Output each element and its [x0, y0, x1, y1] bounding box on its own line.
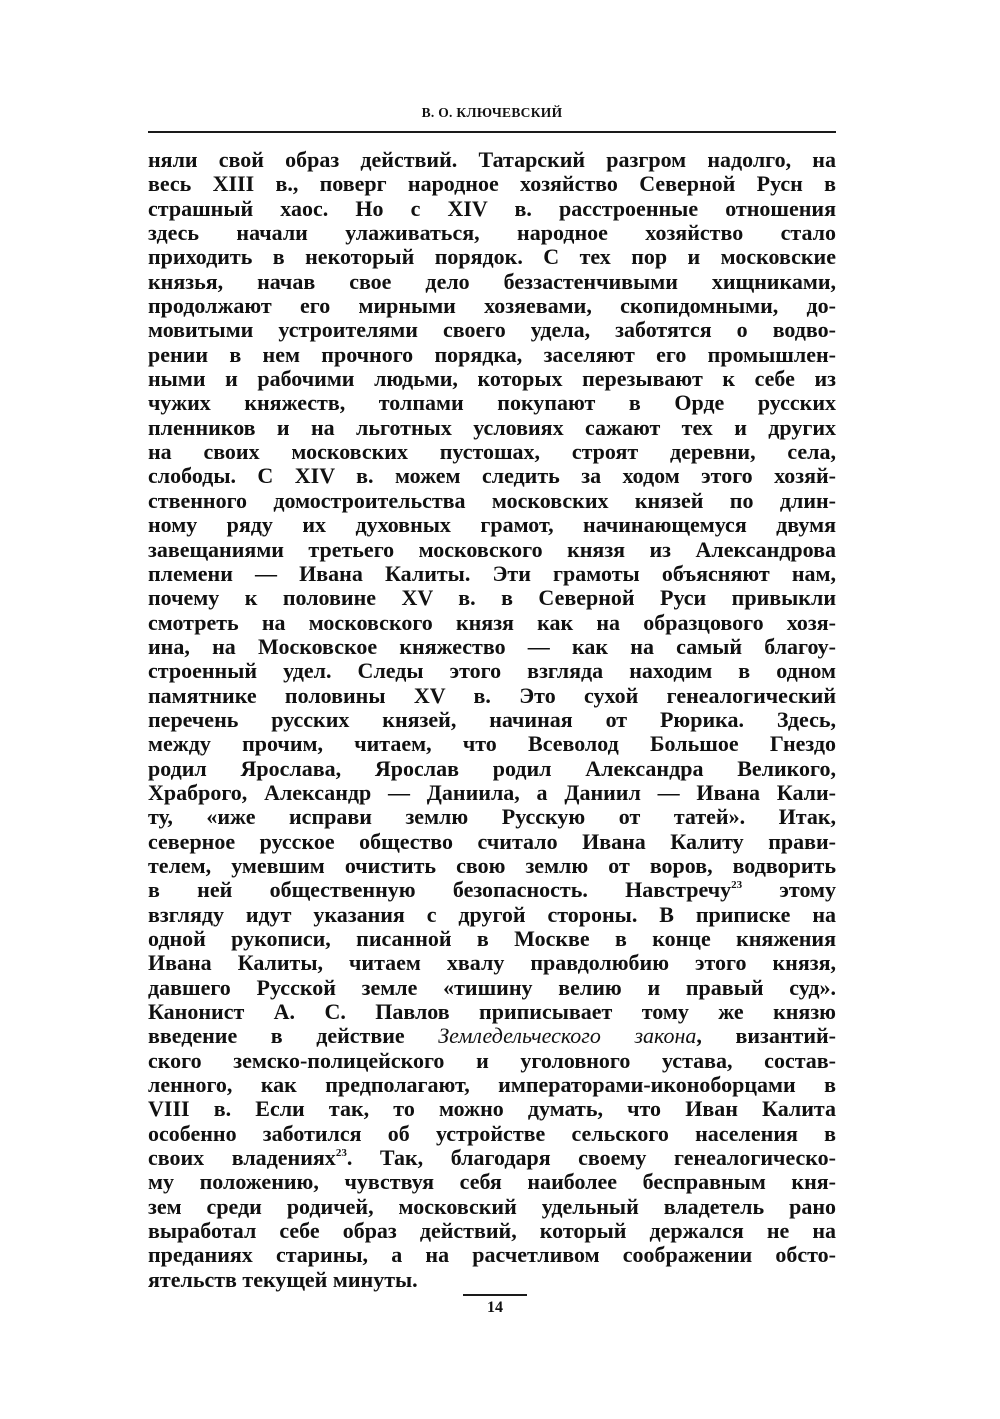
- page-number-rule: [463, 1294, 527, 1296]
- text-line: [148, 951, 836, 975]
- text-line: [148, 1073, 836, 1097]
- line-text: на своих московских пустошах, строят деревни, села,: [148, 439, 836, 465]
- line-text: няли свой образ действий. Татарский разгром надолго, на: [148, 147, 836, 172]
- line-text: чужих княжеств, толпами покупают в Орде русских: [148, 390, 836, 416]
- line-text: ина, на Московское княжество — как на самый благоу-: [148, 633, 836, 659]
- text-line: [148, 416, 836, 440]
- line-text: взгляду идут указания с другой стороны. В приписке на: [148, 901, 836, 927]
- text-line: [148, 1024, 836, 1048]
- text-line: [148, 684, 836, 708]
- line-text: давшего Русской земле «тишину велию и правый суд».: [148, 974, 836, 1000]
- text-line: [148, 1219, 836, 1243]
- text-line: [148, 197, 836, 221]
- text-line: [148, 927, 836, 951]
- text-line: [148, 830, 836, 854]
- line-text: северное русское общество считало Ивана Калиту прави-: [148, 828, 836, 854]
- text-line: [148, 562, 836, 586]
- text-line: [148, 148, 836, 172]
- text-line: [148, 440, 836, 464]
- text-line: [148, 1243, 836, 1267]
- line-text: мовитыми устроителями своего удела, заботятся о водво-: [148, 317, 836, 343]
- line-text: ленного, как предполагают, императорами-иконоборцами в: [148, 1072, 836, 1098]
- text-line: [148, 1170, 836, 1194]
- line-text: этому: [742, 877, 837, 903]
- line-text: своих владениях: [148, 1145, 336, 1171]
- text-line: [148, 489, 836, 513]
- line-text: родил Ярослава, Ярослав родил Александра Великого,: [148, 755, 836, 781]
- line-text: завещаниями третьего московского князя из Александрова: [148, 536, 836, 562]
- header-rule: [148, 131, 836, 133]
- italic-term: Земледельческого закона: [438, 1023, 697, 1049]
- line-text: ными и рабочими людьми, которых перезывают к себе из: [148, 366, 836, 392]
- text-line: [148, 781, 836, 805]
- text-line: [148, 1146, 836, 1170]
- line-text: му положению, чувствуя себя наиболее бесправным кня-: [148, 1169, 836, 1195]
- line-text: смотреть на московского князя как на образцового хозя-: [148, 609, 836, 635]
- line-text: слободы. С XIV в. можем следить за ходом этого хозяй-: [148, 463, 836, 489]
- line-text: ственного домостроительства московских князей по длин-: [148, 487, 836, 513]
- line-text: строенный удел. Следы этого взгляда находим в одном: [148, 658, 836, 684]
- line-text: ского земско-полицейского и уголовного устава, состав-: [148, 1047, 836, 1073]
- line-text: пленников и на льготных условиях сажают тех и других: [148, 414, 836, 440]
- footnote-reference[interactable]: 23: [731, 879, 743, 892]
- line-text: почему к половине XV в. в Северной Руси привыкли: [148, 585, 836, 611]
- text-line: [148, 464, 836, 488]
- line-text: преданиях старины, а на расчетливом соображении обсто-: [148, 1242, 836, 1268]
- line-text: перечень русских князей, начиная от Рюрика. Здесь,: [148, 706, 836, 732]
- text-line: [148, 318, 836, 342]
- text-line: [148, 757, 836, 781]
- text-line: [148, 270, 836, 294]
- text-line: [148, 976, 836, 1000]
- text-line: [148, 538, 836, 562]
- text-line: [148, 611, 836, 635]
- text-line: [148, 1049, 836, 1073]
- text-line: [148, 391, 836, 415]
- text-line: [148, 659, 836, 683]
- line-text: , византий-: [696, 1023, 836, 1049]
- text-line: [148, 854, 836, 878]
- line-text: Канонист А. С. Павлов приписывает тому же князю: [148, 999, 836, 1025]
- text-line: [148, 1195, 836, 1219]
- line-text: ному ряду их духовных грамот, начинающемуся двумя: [148, 512, 836, 538]
- line-text: ту, «иже исправи землю Русскую от татей». Итак,: [148, 804, 836, 830]
- line-text: здесь начали улаживаться, народное хозяйство стало: [148, 220, 836, 246]
- line-text: в ней общественную безопасность. Навстречу: [148, 877, 732, 903]
- text-line: [148, 805, 836, 829]
- line-text: Храброго, Александр — Даниила, а Даниил — Ивана Кали-: [148, 779, 836, 805]
- text-line: [148, 1097, 836, 1121]
- footnote-reference[interactable]: 23: [335, 1147, 347, 1160]
- text-line: [148, 1000, 836, 1024]
- text-line: [148, 343, 836, 367]
- line-text: страшный хаос. Но с XIV в. расстроенные отношения: [148, 195, 836, 221]
- running-head-author: В. О. КЛЮЧЕВСКИЙ: [421, 105, 563, 120]
- line-text: Ивана Калиты, читаем хвалу правдолюбию этого князя,: [148, 950, 836, 976]
- line-text: выработал себе образ действий, который держался не на: [148, 1218, 836, 1244]
- text-line: [148, 586, 836, 610]
- line-text: памятнике половины XV в. Это сухой генеалогический: [148, 682, 836, 708]
- line-text: продолжают его мирными хозяевами, скопидомными, до-: [148, 293, 836, 319]
- line-text: между прочим, читаем, что Всеволод Большое Гнездо: [148, 731, 836, 757]
- text-line: [148, 513, 836, 537]
- line-text: VIII в. Если так, то можно думать, что Иван Калита: [148, 1096, 836, 1122]
- text-line: [148, 1268, 836, 1292]
- text-line: [148, 903, 836, 927]
- text-line: [148, 172, 836, 196]
- line-text: телем, умевшим очистить свою землю от воров, водворить: [148, 852, 836, 878]
- line-text: зем среди родичей, московский удельный владетель рано: [148, 1193, 836, 1219]
- text-line: [148, 294, 836, 318]
- text-line: [148, 732, 836, 756]
- line-text: приходить в некоторый порядок. С тех пор и московские: [148, 244, 836, 270]
- text-line: [148, 635, 836, 659]
- line-text: введение в действие: [148, 1023, 439, 1049]
- body-text: [148, 148, 836, 1292]
- text-line: [148, 708, 836, 732]
- text-line: [148, 1122, 836, 1146]
- text-line: [148, 878, 836, 902]
- text-line: [148, 245, 836, 269]
- line-text: ятельств текущей минуты.: [148, 1266, 418, 1292]
- line-text: племени — Ивана Калиты. Эти грамоты объясняют нам,: [148, 560, 836, 586]
- page-number: 14: [487, 1299, 503, 1316]
- line-text: весь XIII в., поверг народное хозяйство Северной Русн в: [148, 171, 836, 197]
- text-line: [148, 221, 836, 245]
- line-text: одной рукописи, писанной в Москве в конце княжения: [148, 926, 836, 951]
- line-text: . Так, благодаря своему генеалогическо-: [346, 1145, 836, 1171]
- line-text: рении в нем прочного порядка, заселяют его промышлен-: [148, 341, 836, 367]
- line-text: князья, начав свое дело беззастенчивыми хищниками,: [148, 268, 836, 294]
- text-line: [148, 367, 836, 391]
- line-text: особенно заботился об устройстве сельского населения в: [148, 1120, 836, 1146]
